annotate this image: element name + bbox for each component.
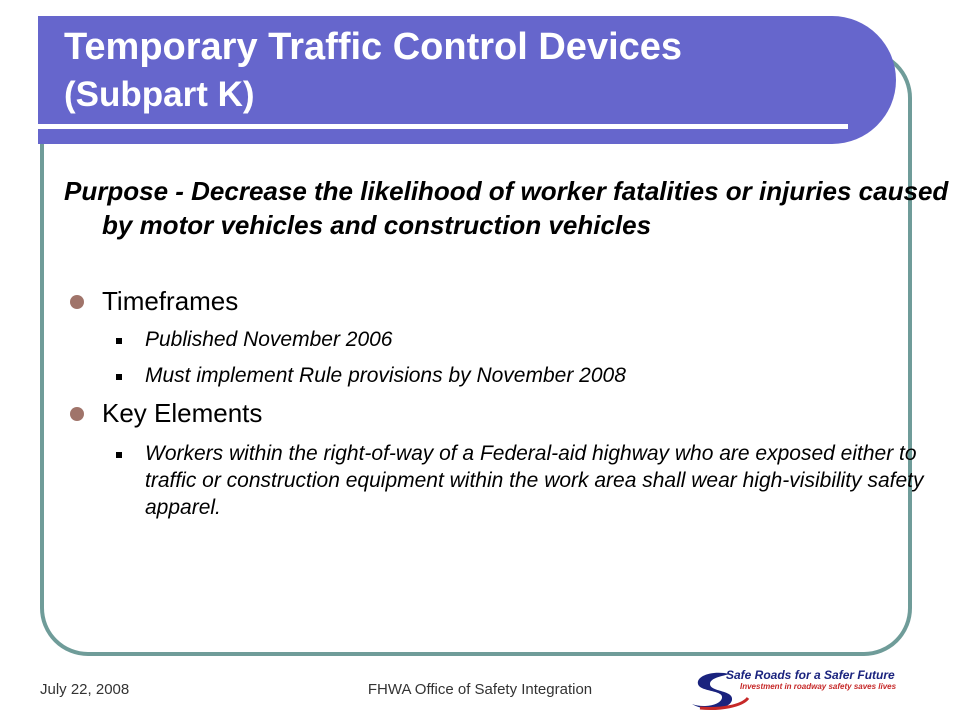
logo-tagline: Safe Roads for a Safer Future [726,668,895,682]
sub-bullet-text: Published November 2006 [145,328,393,351]
circle-bullet-icon [70,407,84,421]
title-sub: (Subpart K) [64,75,255,114]
bullet-heading: Timeframes [102,286,239,316]
footer-organization: FHWA Office of Safety Integration [367,681,593,698]
logo-subtagline: Investment in roadway safety saves lives [740,682,897,691]
purpose-text: Purpose - Decrease the likelihood of worker fatalities or injuries caused by motor vehicles and construction vehicles [64,176,949,240]
square-bullet-icon [116,338,122,344]
bullet-heading: Key Elements [102,398,263,428]
sub-bullet [116,440,926,521]
title-main: Temporary Traffic Control Devices [64,26,683,68]
sub-bullet-text: Workers within the right-of-way of a Federal-aid highway who are exposed either to traffic or construction equipment within the work area shall wear high-visibility safety apparel. [145,442,924,519]
sub-bullet-text: Must implement Rule provisions by November 2008 [145,364,626,387]
square-bullet-icon [116,452,122,458]
square-bullet-icon [116,374,122,380]
safe-roads-logo-icon [690,668,912,714]
footer-date: July 22, 2008 [40,681,130,698]
circle-bullet-icon [70,295,84,309]
sub-bullet [116,362,926,389]
sub-bullet [116,326,926,353]
